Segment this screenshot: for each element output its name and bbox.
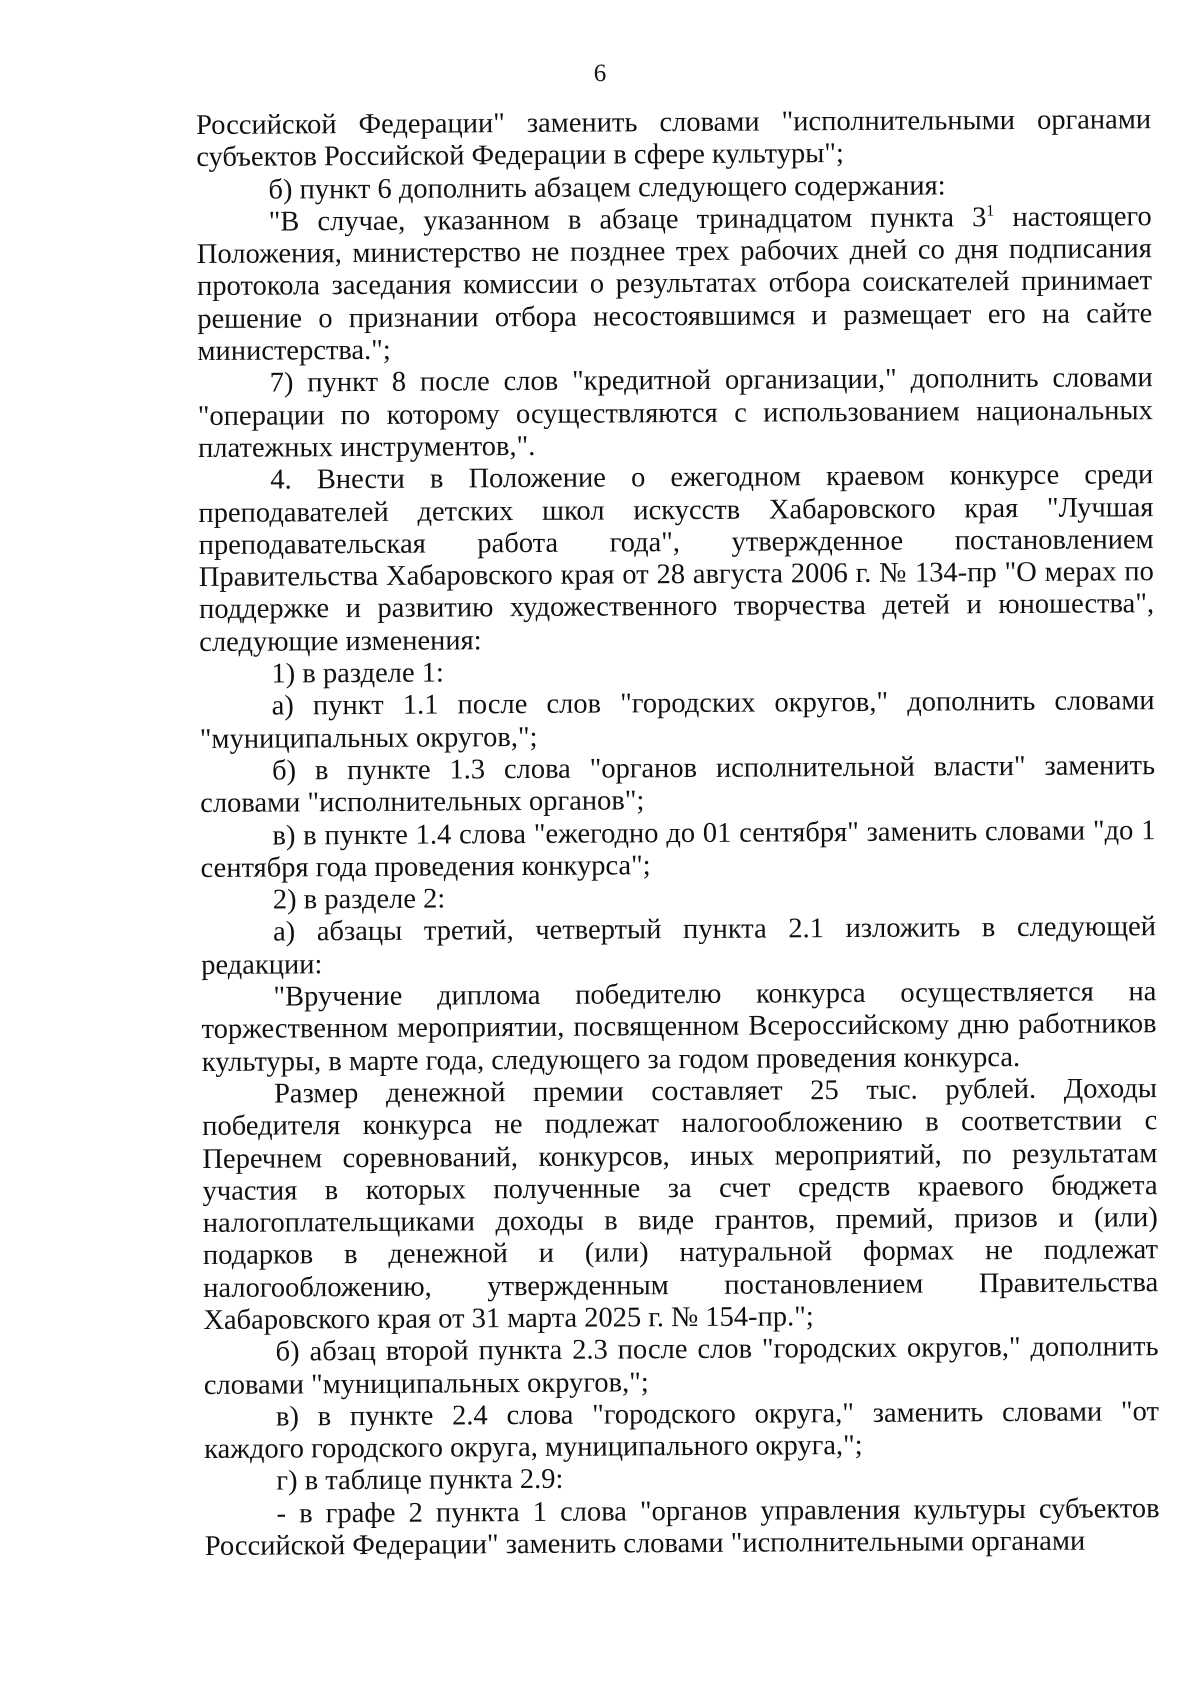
document-body bbox=[196, 104, 1160, 1563]
paragraph-text: "В случае, указанном в абзаце тринадцатом пункта 3 bbox=[268, 202, 987, 238]
paragraph: а) пункт 1.1 после слов "городских округов," дополнить словами "муниципальных округов,"; bbox=[199, 685, 1155, 755]
paragraph: а) абзацы третий, четвертый пункта 2.1 изложить в следующей редакции: bbox=[201, 911, 1157, 981]
paragraph: - в графе 2 пункта 1 слова "органов управления культуры субъектов Российской Федерации" заменить словами "исполнительными органами bbox=[204, 1492, 1160, 1563]
paragraph: 7) пункт 8 после слов "кредитной организации," дополнить словами "операции по которому осуществляются с использованием национальных платежных инструментов,". bbox=[197, 362, 1153, 464]
paragraph-text: настоящего Положения, министерство не позднее трех рабочих дней со дня подписания протокола заседания комиссии о результатах отбора соискателей принимает решение о признании отбора несостоявшимся и размещает его на сайте министерства."; bbox=[196, 201, 1153, 368]
paragraph: 4. Внести в Положение о ежегодном краевом конкурсе среди преподавателей детских школ искусств Хабаровского края "Лучшая преподавательская работа года", утвержденное постановлением Правительства Хабаровского края от 28 августа 2006 г. № 134-пр "О мерах по поддержке и развитию художественного творчества детей и юношества", следующие изменения: bbox=[198, 459, 1155, 658]
paragraph: б) в пункте 1.3 слова "органов исполнительной власти" заменить словами "исполнительных органов"; bbox=[200, 750, 1156, 820]
paragraph: Российской Федерации" заменить словами "исполнительными органами субъектов Российской Федерации в сфере культуры"; bbox=[196, 104, 1152, 174]
paragraph: Размер денежной премии составляет 25 тыс. рублей. Доходы победителя конкурса не подлежат налогообложению в соответствии с Перечнем соревнований, конкурсов, иных мероприятий, по результатам участия в которых полученные за счет средств краевого бюджета налогоплательщиками доходы в виде грантов, премий, призов и (или) подарков в денежной и (или) натуральной формах не подлежат налогообложению, утвержденным постановлением Правительства Хабаровского края от 31 марта 2025 г. № 154-пр."; bbox=[202, 1073, 1159, 1336]
paragraph: "Вручение диплома победителю конкурса осуществляется на торжественном мероприятии, посвященном Всероссийскому дню работников культуры, в марте года, следующего за годом проведения конкурса. bbox=[201, 976, 1157, 1078]
paragraph: 2) в разделе 2: bbox=[272, 883, 446, 916]
superscript: 1 bbox=[986, 202, 995, 220]
paragraph bbox=[197, 201, 1153, 368]
paragraph: г) в таблице пункта 2.9: bbox=[276, 1464, 564, 1498]
paragraph: б) абзац второй пункта 2.3 после слов "городских округов," дополнить словами "муниципальных округов,"; bbox=[203, 1331, 1159, 1401]
paragraph: в) в пункте 2.4 слова "городского округа," заменить словами "от каждого городского округа, муниципального округа,"; bbox=[204, 1396, 1160, 1466]
paragraph: 1) в разделе 1: bbox=[271, 657, 444, 690]
page-number: 6 bbox=[593, 60, 607, 87]
paragraph: в) в пункте 1.4 слова "ежегодно до 01 сентября" заменить словами "до 1 сентября года проведения конкурса"; bbox=[200, 814, 1156, 884]
paragraph: б) пункт 6 дополнить абзацем следующего содержания: bbox=[268, 170, 946, 206]
